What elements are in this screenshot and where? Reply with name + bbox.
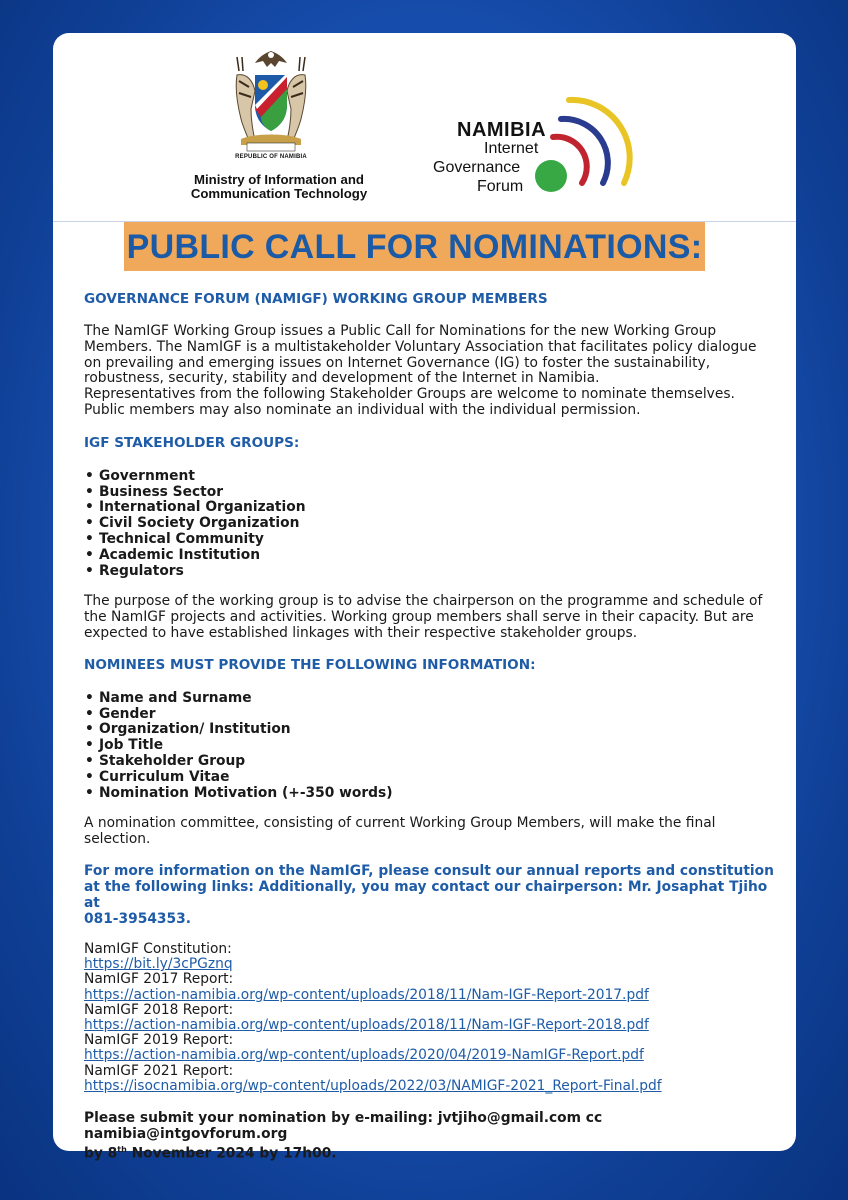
list-item: • International Organization <box>84 500 774 516</box>
list-item: • Curriculum Vitae <box>84 770 774 786</box>
list-item: • Nomination Motivation (+-350 words) <box>84 786 774 802</box>
list-item: • Technical Community <box>84 532 774 548</box>
submission-deadline <box>84 1142 774 1162</box>
intro-heading: GOVERNANCE FORUM (NAMIGF) WORKING GROUP MEMBERS <box>84 291 548 307</box>
submission-line: Please submit your nomination by e-mailing: jvtjiho@gmail.com cc namibia@intgovforum.org <box>84 1109 603 1142</box>
page-title-banner: PUBLIC CALL FOR NOMINATIONS: <box>124 222 705 271</box>
more-info-paragraph <box>84 863 774 927</box>
report-2019-link[interactable]: https://action-namibia.org/wp-content/uploads/2020/04/2019-NamIGF-Report.pdf <box>84 1047 644 1064</box>
link-label: NamIGF 2018 Report: <box>84 1001 234 1018</box>
intro-line: Members. The NamIGF is a multistakeholder Voluntary Association that facilitates policy dialogue <box>84 338 757 355</box>
logo-line-forum: Forum <box>477 178 524 195</box>
report-2018-link[interactable]: https://action-namibia.org/wp-content/uploads/2018/11/Nam-IGF-Report-2018.pdf <box>84 1016 649 1033</box>
logo-wordmark: NAMIBIA <box>457 119 547 141</box>
more-info-line: For more information on the NamIGF, please consult our annual reports and constitution <box>84 862 774 879</box>
more-info-line: at the following links: Additionally, you may contact our chairperson: Mr. Josaphat Tjiho at <box>84 878 768 911</box>
links-section <box>84 942 774 1094</box>
report-2021-link[interactable]: https://isocnamibia.org/wp-content/uploads/2022/03/NAMIGF-2021_Report-Final.pdf <box>84 1077 662 1094</box>
logo-line-internet: Internet <box>484 140 539 157</box>
intro-line: on prevailing and emerging issues on Internet Governance (IG) to foster the sustainability, <box>84 354 711 371</box>
stakeholder-heading: IGF STAKEHOLDER GROUPS: <box>84 434 300 451</box>
nominees-heading: NOMINEES MUST PROVIDE THE FOLLOWING INFORMATION: <box>84 656 536 673</box>
ministry-name <box>161 173 397 201</box>
document-card <box>53 33 796 1162</box>
document-header <box>53 33 796 221</box>
submission-instructions <box>84 1110 774 1162</box>
list-item: • Business Sector <box>84 485 774 501</box>
list-item: • Stakeholder Group <box>84 754 774 770</box>
committee-line: selection. <box>84 831 151 848</box>
link-label: NamIGF Constitution: <box>84 940 232 957</box>
link-label: NamIGF 2019 Report: <box>84 1032 234 1049</box>
ministry-line-2: Communication Technology <box>190 186 368 201</box>
stakeholder-list <box>84 469 774 580</box>
list-item: • Organization/ Institution <box>84 722 774 738</box>
document-body <box>84 291 774 1162</box>
nominee-info-list <box>84 691 774 802</box>
list-item: • Name and Surname <box>84 691 774 707</box>
list-item: • Regulators <box>84 564 774 580</box>
deadline-suffix: November 2024 by 17h00. <box>126 1145 337 1162</box>
intro-line: Representatives from the following Stakeholder Groups are welcome to nominate themselves. <box>84 386 735 403</box>
list-item: • Gender <box>84 707 774 723</box>
list-item: • Civil Society Organization <box>84 516 774 532</box>
deadline-prefix: by 8 <box>84 1145 118 1162</box>
constitution-link[interactable]: https://bit.ly/3cPGznq <box>84 956 233 973</box>
purpose-line: The purpose of the working group is to advise the chairperson on the programme and schedule of <box>84 593 763 610</box>
coat-of-arms-icon <box>225 47 317 155</box>
link-label: NamIGF 2021 Report: <box>84 1062 234 1079</box>
ministry-line-1: Ministry of Information and <box>194 172 364 187</box>
more-info-line: 081-3954353. <box>84 910 191 927</box>
intro-line: robustness, security, stability and development of the Internet in Namibia. <box>84 370 600 387</box>
committee-line: A nomination committee, consisting of current Working Group Members, will make the final <box>84 815 716 832</box>
report-2017-link[interactable]: https://action-namibia.org/wp-content/uploads/2018/11/Nam-IGF-Report-2017.pdf <box>84 986 649 1003</box>
list-item: • Job Title <box>84 738 774 754</box>
committee-paragraph <box>84 816 774 848</box>
intro-line: The NamIGF Working Group issues a Public Call for Nominations for the new Working Group <box>84 323 717 339</box>
purpose-line: expected to have established linkages with their respective stakeholder groups. <box>84 624 638 641</box>
intro-paragraph <box>84 324 774 419</box>
logo-line-governance: Governance <box>433 159 521 176</box>
link-label: NamIGF 2017 Report: <box>84 971 234 988</box>
list-item: • Academic Institution <box>84 548 774 564</box>
intro-line: Public members may also nominate an individual with the individual permission. <box>84 401 641 418</box>
deadline-ordinal: th <box>117 1144 127 1154</box>
purpose-line: the NamIGF projects and activities. Working group members shall serve in their capacity. But are <box>84 609 754 626</box>
list-item: • Government <box>84 469 774 485</box>
coat-caption: REPUBLIC OF NAMIBIA <box>235 154 307 160</box>
purpose-paragraph <box>84 594 774 641</box>
